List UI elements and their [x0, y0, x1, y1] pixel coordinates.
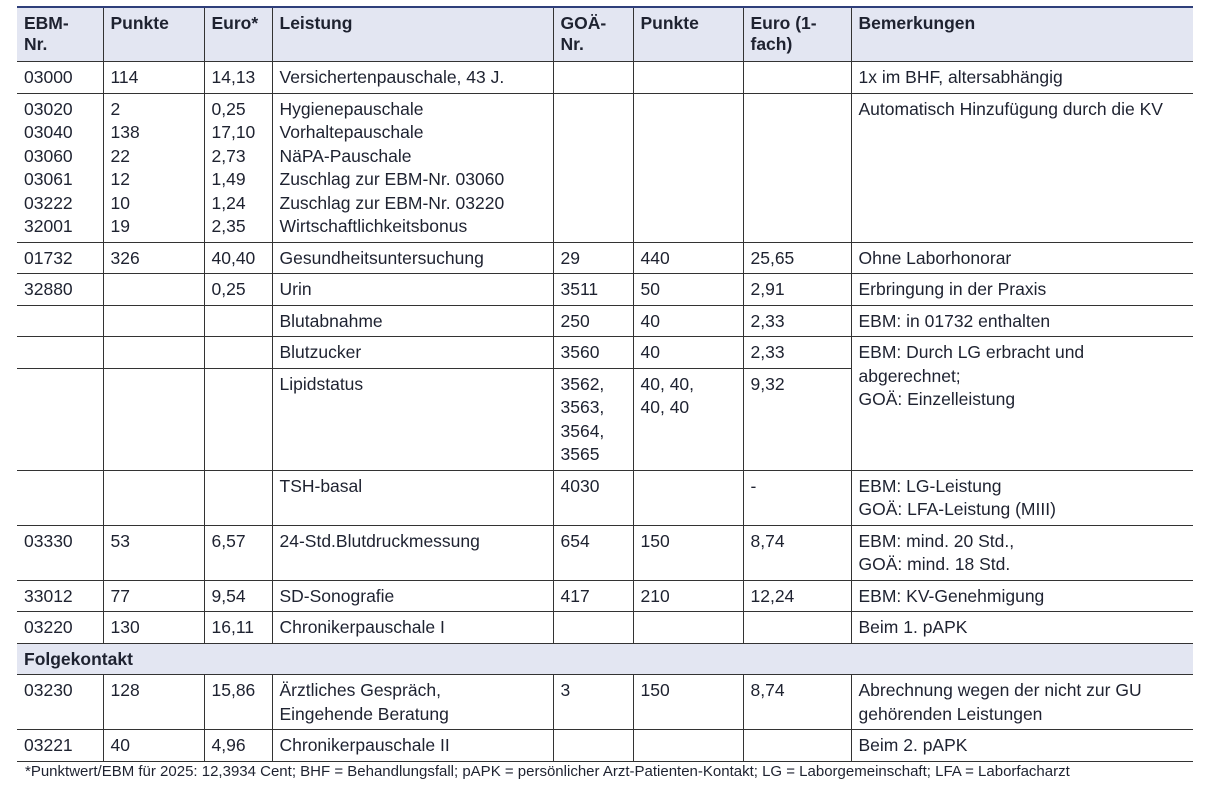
cell-goae-punkte	[633, 470, 743, 525]
cell-punkte: 326	[103, 242, 204, 274]
cell-ebm-nr: 03221	[17, 730, 103, 762]
cell-euro	[204, 470, 272, 525]
cell-euro: 14,13	[204, 62, 272, 94]
header-goae-punkte: Punkte	[633, 7, 743, 62]
cell-punkte	[103, 337, 204, 369]
table-row	[17, 470, 1193, 525]
cell-ebm-nr	[17, 305, 103, 337]
table-header	[17, 7, 1193, 62]
header-leistung: Leistung	[272, 7, 553, 62]
cell-euro	[204, 337, 272, 369]
cell-goae-punkte: 440	[633, 242, 743, 274]
cell-leistung: 24-Std.Blutdruckmessung	[272, 525, 553, 580]
cell-bemerkung: EBM: Durch LG erbracht und abgerechnet; GOÄ: Einzelleistung	[851, 337, 1193, 471]
cell-goae-nr	[553, 62, 633, 94]
header-goae-nr: GOÄ- Nr.	[553, 7, 633, 62]
cell-goae-euro	[743, 62, 851, 94]
cell-ebm-nr: 01732	[17, 242, 103, 274]
cell-leistung: Blutabnahme	[272, 305, 553, 337]
cell-goae-euro: 2,91	[743, 274, 851, 306]
cell-goae-nr: 3562, 3563, 3564, 3565	[553, 368, 633, 470]
header-bemerkungen: Bemerkungen	[851, 7, 1193, 62]
cell-leistung: TSH-basal	[272, 470, 553, 525]
table-row	[17, 580, 1193, 612]
billing-table	[17, 6, 1193, 762]
cell-goae-euro	[743, 730, 851, 762]
cell-euro: 0,25 17,10 2,73 1,49 1,24 2,35	[204, 93, 272, 242]
cell-goae-euro: 12,24	[743, 580, 851, 612]
cell-ebm-nr	[17, 337, 103, 369]
cell-goae-punkte	[633, 62, 743, 94]
cell-leistung: Chronikerpauschale I	[272, 612, 553, 644]
table-row	[17, 730, 1193, 762]
cell-bemerkung: Beim 2. pAPK	[851, 730, 1193, 762]
cell-goae-nr: 654	[553, 525, 633, 580]
cell-euro: 4,96	[204, 730, 272, 762]
cell-goae-nr	[553, 612, 633, 644]
cell-ebm-nr: 03220	[17, 612, 103, 644]
cell-ebm-nr: 32880	[17, 274, 103, 306]
cell-punkte: 2 138 22 12 10 19	[103, 93, 204, 242]
billing-table-container	[17, 6, 1193, 762]
cell-punkte: 53	[103, 525, 204, 580]
cell-punkte	[103, 368, 204, 470]
cell-punkte	[103, 305, 204, 337]
header-goae-euro: Euro (1- fach)	[743, 7, 851, 62]
table-row	[17, 305, 1193, 337]
cell-punkte: 40	[103, 730, 204, 762]
cell-goae-nr: 3	[553, 675, 633, 730]
cell-bemerkung: EBM: KV-Genehmigung	[851, 580, 1193, 612]
cell-euro: 40,40	[204, 242, 272, 274]
cell-leistung: Urin	[272, 274, 553, 306]
cell-ebm-nr: 03330	[17, 525, 103, 580]
cell-goae-nr: 417	[553, 580, 633, 612]
cell-euro: 15,86	[204, 675, 272, 730]
cell-goae-punkte: 210	[633, 580, 743, 612]
cell-goae-euro: 8,74	[743, 675, 851, 730]
cell-ebm-nr: 03000	[17, 62, 103, 94]
cell-ebm-nr: 03230	[17, 675, 103, 730]
cell-goae-nr: 3560	[553, 337, 633, 369]
cell-euro	[204, 305, 272, 337]
cell-punkte: 128	[103, 675, 204, 730]
cell-goae-nr	[553, 730, 633, 762]
cell-goae-nr: 29	[553, 242, 633, 274]
cell-punkte: 114	[103, 62, 204, 94]
cell-leistung: Hygienepauschale Vorhaltepauschale NäPA-Pauschale Zuschlag zur EBM-Nr. 03060 Zuschlag zur EBM-Nr. 03220 Wirtschaftlichkeitsbonus	[272, 93, 553, 242]
cell-goae-euro: 25,65	[743, 242, 851, 274]
cell-punkte: 77	[103, 580, 204, 612]
table-row	[17, 242, 1193, 274]
cell-ebm-nr	[17, 470, 103, 525]
cell-goae-nr	[553, 93, 633, 242]
header-ebm-nr: EBM- Nr.	[17, 7, 103, 62]
cell-bemerkung: 1x im BHF, altersabhängig	[851, 62, 1193, 94]
table-row	[17, 675, 1193, 730]
cell-goae-punkte	[633, 93, 743, 242]
cell-goae-nr: 250	[553, 305, 633, 337]
cell-punkte	[103, 470, 204, 525]
cell-leistung: Chronikerpauschale II	[272, 730, 553, 762]
table-row	[17, 62, 1193, 94]
cell-leistung: Versichertenpauschale, 43 J.	[272, 62, 553, 94]
cell-goae-punkte: 50	[633, 274, 743, 306]
cell-goae-euro	[743, 612, 851, 644]
cell-goae-punkte: 150	[633, 525, 743, 580]
cell-leistung: Lipidstatus	[272, 368, 553, 470]
cell-goae-euro: 2,33	[743, 337, 851, 369]
cell-goae-euro: 8,74	[743, 525, 851, 580]
table-row	[17, 93, 1193, 242]
cell-goae-punkte: 40, 40, 40, 40	[633, 368, 743, 470]
cell-ebm-nr	[17, 368, 103, 470]
table-row	[17, 337, 1193, 369]
cell-euro: 16,11	[204, 612, 272, 644]
section-title: Folgekontakt	[17, 643, 1193, 675]
cell-leistung: Ärztliches Gespräch, Eingehende Beratung	[272, 675, 553, 730]
table-body	[17, 62, 1193, 762]
cell-goae-euro	[743, 93, 851, 242]
cell-goae-euro: 2,33	[743, 305, 851, 337]
cell-goae-euro: -	[743, 470, 851, 525]
cell-bemerkung: EBM: LG-Leistung GOÄ: LFA-Leistung (MIII)	[851, 470, 1193, 525]
header-euro: Euro*	[204, 7, 272, 62]
cell-euro	[204, 368, 272, 470]
cell-leistung: Blutzucker	[272, 337, 553, 369]
table-row	[17, 525, 1193, 580]
footnote: *Punktwert/EBM für 2025: 12,3934 Cent; BHF = Behandlungsfall; pAPK = persönlicher Arzt-Patienten-Kontakt; LG = Laborgemeinschaft; LFA = Laborfacharzt	[25, 763, 1070, 780]
cell-bemerkung: Beim 1. pAPK	[851, 612, 1193, 644]
table-row	[17, 274, 1193, 306]
table-row	[17, 612, 1193, 644]
cell-goae-punkte: 40	[633, 305, 743, 337]
cell-goae-nr: 4030	[553, 470, 633, 525]
cell-punkte	[103, 274, 204, 306]
cell-goae-punkte: 40	[633, 337, 743, 369]
cell-punkte: 130	[103, 612, 204, 644]
cell-ebm-nr: 33012	[17, 580, 103, 612]
cell-euro: 0,25	[204, 274, 272, 306]
section-row	[17, 643, 1193, 675]
cell-euro: 6,57	[204, 525, 272, 580]
cell-goae-punkte: 150	[633, 675, 743, 730]
cell-bemerkung: EBM: mind. 20 Std., GOÄ: mind. 18 Std.	[851, 525, 1193, 580]
cell-goae-punkte	[633, 730, 743, 762]
cell-bemerkung: Abrechnung wegen der nicht zur GU gehörenden Leistungen	[851, 675, 1193, 730]
cell-bemerkung: Erbringung in der Praxis	[851, 274, 1193, 306]
cell-leistung: SD-Sonografie	[272, 580, 553, 612]
cell-goae-nr: 3511	[553, 274, 633, 306]
cell-bemerkung: EBM: in 01732 enthalten	[851, 305, 1193, 337]
cell-bemerkung: Ohne Laborhonorar	[851, 242, 1193, 274]
cell-leistung: Gesundheitsuntersuchung	[272, 242, 553, 274]
cell-goae-euro: 9,32	[743, 368, 851, 470]
cell-goae-punkte	[633, 612, 743, 644]
cell-ebm-nr: 03020 03040 03060 03061 03222 32001	[17, 93, 103, 242]
header-row	[17, 7, 1193, 62]
cell-euro: 9,54	[204, 580, 272, 612]
header-punkte: Punkte	[103, 7, 204, 62]
cell-bemerkung: Automatisch Hinzufügung durch die KV	[851, 93, 1193, 242]
